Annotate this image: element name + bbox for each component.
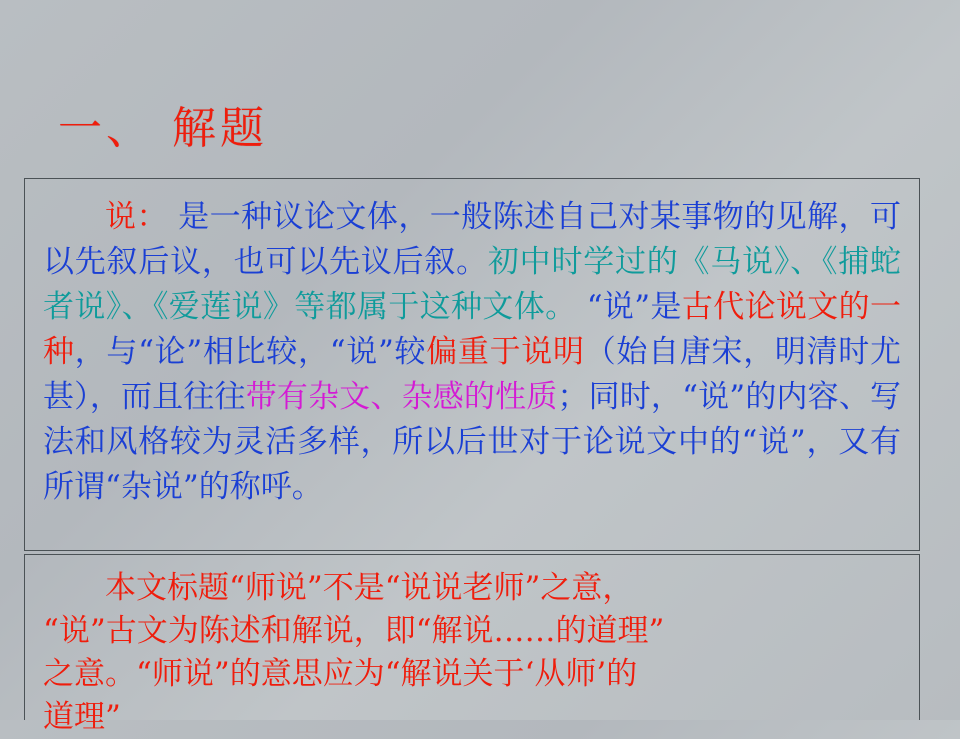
page-title: 一、 解题 bbox=[58, 103, 268, 154]
explanation-line-1: “说”古文为陈述和解说，即“解说……的道理” bbox=[43, 613, 665, 649]
definition-run-6: 偏重于说明 bbox=[426, 334, 585, 370]
definition-run-2: 初中时学过的《马说》、《捕蛇者说》、《爱莲说》等都属于这种文体。 bbox=[43, 244, 902, 325]
definition-run-4: 古代论说文的一种 bbox=[43, 289, 902, 370]
definition-run-3: “说”是 bbox=[576, 289, 682, 325]
definition-box bbox=[24, 178, 920, 551]
explanation-line-0: 本文标题“师说”不是“说说老师”之意， bbox=[105, 570, 634, 606]
explanation-line-3: 道理” bbox=[43, 699, 121, 735]
definition-run-8: 带有杂文、杂感的性质 bbox=[245, 379, 558, 415]
definition-run-5: ，与“论”相比较，“说”较 bbox=[74, 334, 427, 370]
explanation-line-2: 之意。“师说”的意思应为“解说关于‘从师’的 bbox=[43, 656, 638, 692]
definition-run-0: 说： bbox=[105, 199, 168, 235]
definition-run-9: ；同时，“说”的内容、写法和风格较为灵活多样，所以后世对于论说文中的“说”，又有所谓“杂说”的称呼。 bbox=[43, 379, 902, 505]
definition-run-7: （始自唐宋，明清时尤甚），而且往往 bbox=[43, 334, 902, 415]
definition-paragraph bbox=[43, 195, 901, 510]
definition-run-1: 是一种议论文体，一般陈述自己对某事物的见解，可以先叙后议，也可以先议后叙。 bbox=[43, 199, 902, 280]
title-explanation-box bbox=[24, 554, 920, 735]
